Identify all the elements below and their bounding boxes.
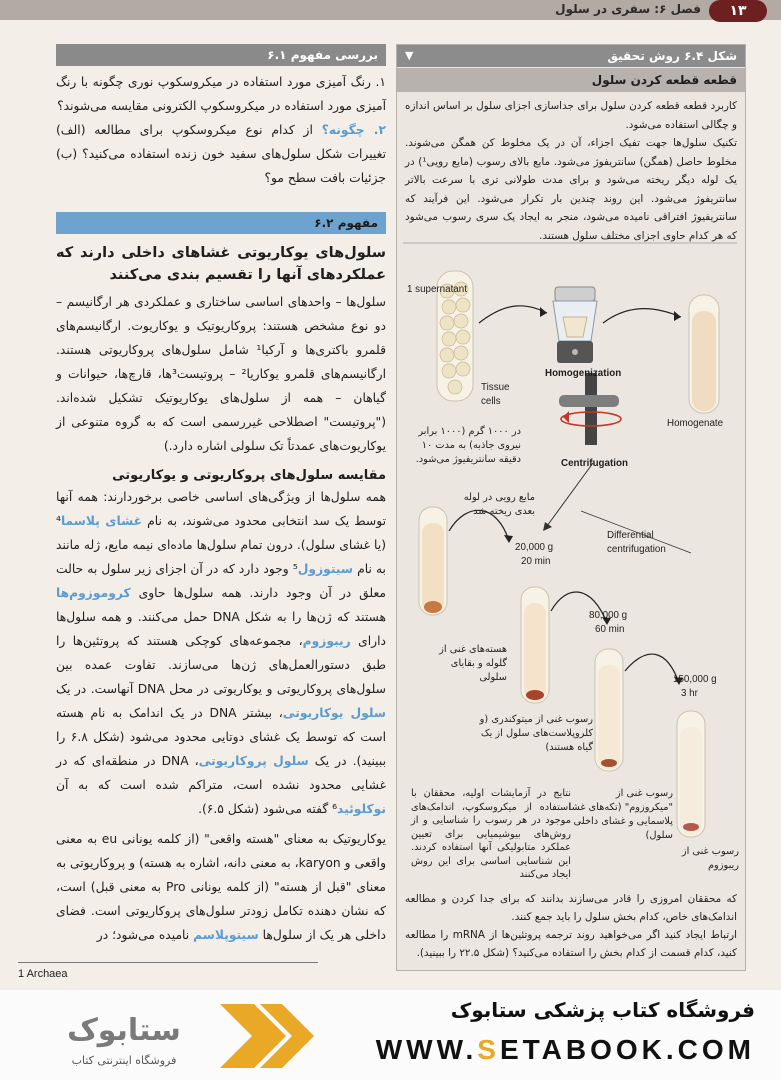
centrifuge-rotor <box>559 373 621 445</box>
label-pellet-nuclei: هسته‌های غنی از گلوله و بقایای سلولی <box>439 644 507 683</box>
figure-subtitle: قطعه قطعه کردن سلول <box>397 68 745 92</box>
supernatant-footnote: 1 supernatant <box>407 284 467 295</box>
figure-6-4 <box>396 44 746 971</box>
term-ribosomes: ریبوزوم <box>302 634 351 648</box>
label-centrifugation: Centrifugation <box>561 458 628 469</box>
etymology-paragraph: یوکاریوتیک به معنای "هسته واقعی" (از کلمه یونانی eu به معنی واقعی و karyon، به معنی دانه، اشاره به هسته) و پروکاریوتی به معنای "قبل از هسته" (از کلمه یونانی Pro به معنی قبل) است، که نشان دهنده تکامل زودتر سلول‌های پروکاریوتی است. فضای داخلی هر یک از سلول‌ها سیتوپلاسم نامیده می‌شود؛ در <box>56 832 387 942</box>
label-speed-80000: 80,000 g <box>589 610 628 621</box>
figure-description <box>405 97 737 245</box>
tube-20000g <box>521 587 549 703</box>
label-time-3hr: 3 hr <box>681 688 698 699</box>
label-tissue-cells: Tissue cells <box>481 382 510 407</box>
homogenizer-blender <box>553 287 597 363</box>
label-time-20min: 20 min <box>521 556 551 567</box>
page-number: ۱۳ <box>709 0 767 22</box>
label-1000g-step: در ۱۰۰۰ گرم (۱۰۰۰ برابر نیروی جاذبه) به مدت ۱۰ دقیقه سانتریفیوژ می‌شود. <box>415 426 521 465</box>
technique-text: تکنیک سلول‌ها جهت تفیک اجزاء، آن در یک مخلوط کن همگن می‌شوند. مخلوط حاصل (همگن) سانتریفوژ می‌شود. مایع بالای رسوب (مایع رویی¹) در یک لوله دیگر ریخته می‌شود و برای مدت طولانی تری با سرعت بالاتر سانتریفوژ می‌شود. این روند چندین بار تکرار می‌شود. این فرآیند که سانتریفیوژ افتراقی نامیده می‌شود، منجر به ایجاد یک سری رسوب می‌شود که هر کدام حاوی اجزای مختلف سلول هستند. <box>405 137 737 242</box>
comparison-paragraph: همه سلول‌ها از ویژگی‌های اساسی خاصی برخوردارند: همه آنها توسط یک سد انتخابی محدود می‌شوند، به نام غشای پلاسما⁴ (یا غشای سلول). درون تمام سلول‌ها ماده‌ای نیمه مایع، ژله مانند به نام سیتوزول⁵ وجود دارد که در آن اجزای زیر سلول به حالت معلق در آن وجود دارند. همه سلول‌ها حاوی کروموزوم‌ها هستند که ژن‌ها را به شکل DNA حمل می‌کنند. و همه سلول‌ها دارای ریبوزوم، مجموعه‌های کوچکی هستند که پروتئین‌ها را طبق دستورالعمل‌های ژن‌ها می‌سازند. تفاوت عمده بین سلول‌های پروکاریوتی و یوکاریوتی در محل DNA آنهاست. در یک سلول یوکاریوتی، بیشتر DNA در یک اندامک به نام هسته است که توسط یک غشای دوتایی محدود می‌شود (شکل ۶.۸ را ببینید). در یک سلول پروکاریوتی، DNA در منطقه‌ای که در غشایی محدود نشده است، متراکم شده است که به آن نوکلوئید⁶ گفته می‌شود (شکل ۶.۵). <box>56 490 387 816</box>
homogenate-tube <box>689 295 719 413</box>
review-q2-text: از کدام نوع میکروسکوپ برای مطالعه (الف) تغییرات شکل سلول‌های سفید خون زنده استفاده می‌کنید؟ (ب) جزئیات بافت سطح مو؟ <box>56 123 386 185</box>
main-text-column <box>56 44 386 947</box>
tube-150000g <box>677 711 705 837</box>
concept-statement: سلول‌های یوکاریوتی غشاهای داخلی دارند که عملکردهای آنها را تقسیم بندی می‌کنند <box>56 245 386 283</box>
logo-subtitle: فروشگاه اینترنتی کتاب <box>71 1054 177 1067</box>
term-prokaryotic-cell: سلول پروکاریوتی <box>198 754 309 768</box>
tube-1000g <box>419 507 447 615</box>
term-cytoplasm: سیتوپلاسم <box>193 928 259 942</box>
section-title: مقایسه سلول‌های پروکاریوتی و یوکاریوتی <box>112 468 386 483</box>
label-speed-150000: 150,000 g <box>673 674 717 685</box>
figure-column <box>398 44 746 971</box>
term-chromosomes: کروموزوم‌ها <box>56 586 131 600</box>
footnote-divider <box>18 962 318 963</box>
figure-footer <box>405 890 737 962</box>
figure-connect-question: ارتباط ایجاد کنید اگر می‌خواهید روند ترجمه پروتئین‌ها از mRNA را مطالعه کنید، کدام قسمت از کدام بخش را استفاده می‌کنید؟ (شکل ۲۲.۵ را ببینید). <box>405 929 738 959</box>
label-time-60min: 60 min <box>595 624 625 635</box>
setabook-logo <box>24 996 324 1076</box>
label-homogenate: Homogenate <box>667 418 724 429</box>
label-speed-20000: 20,000 g <box>515 542 554 553</box>
chapter-title: فصل ۶: سفری در سلول <box>555 2 701 16</box>
concept-heading: مفهوم ۶.۲ <box>56 212 386 234</box>
label-pellet-ribosomes: رسوب غنی از ریبوزوم <box>681 846 739 871</box>
label-pellet-microsomes: رسوب غنی از "میکروزوم" (تکه‌های غشا پلاسمایی و غشای داخلی سلول) <box>568 788 673 841</box>
figure-conclusion: که محققان امروزی را قادر می‌سازند بدانند که برای جدا کردن و مطالعه اندامک‌های خاص، کدام بخش سلول را باید جمع کنند. <box>405 893 737 923</box>
results-text: نتایج در آزمایشات اولیه، محققان با استفاده از میکروسکوپ، اندامک‌های موجود در هر رسوب را شناسایی و از روش‌های بیوشیمیایی برای تعیین عملکرد متابولیکی آنها استفاده کردند. این شناسایی اساسی برای این روش ایجاد می‌کنند <box>411 788 571 880</box>
triangle-down-icon: ▼ <box>405 49 414 62</box>
store-name: فروشگاه کتاب پزشکی ستابوک <box>450 998 755 1022</box>
term-plasma-membrane: غشای پلاسما <box>60 514 143 528</box>
footnote-archaea: 1 Archaea <box>18 968 68 980</box>
term-nucleoid: نوکلوئید <box>337 802 386 816</box>
intro-paragraph: سلول‌ها – واحدهای اساسی ساختاری و عملکردی هر ارگانیسم – دو نوع مشخص هستند: پروکاریوتیک و یوکاریوت. ارگانیسم‌های قلمرو باکتری‌ها و آرکیا¹ شامل سلول‌های پروکاریوتی هستند. ارگانیسم‌های قلمرو یوکاریا² – پروتیست³ها، قارچ‌ها، حیوانات و گیاهان – همه از سلول‌های یوکاریوتیک تشکیل شده‌اند. ("پروتیست" اصطلاحی غیررسمی است که به گروه متنوعی از یوکاریوت‌های عمدتاً تک سلولی اشاره دارد.) <box>56 295 387 453</box>
figure-title: شکل ۶.۴ روش تحقیق ▼ <box>397 45 745 67</box>
term-cytosol: سیتوزول <box>297 562 353 576</box>
review-heading: بررسی مفهوم ۶.۱ <box>56 44 386 66</box>
tube-80000g <box>595 649 623 771</box>
label-differential-centrifugation: Differential centrifugation <box>607 530 666 555</box>
label-pellet-mitochondria: رسوب غنی از میتوکندری (و کلروپلاست‌های سلول از یک گیاه هستند) <box>479 714 593 753</box>
label-supernatant-poured: مایع رویی در لوله بعدی ریخته شد <box>463 492 535 517</box>
figure-intro: کاربرد قطعه قطعه کردن سلول برای جداسازی اجزای سلول بر اساس اندازه و چگالی استفاده می‌شود. <box>405 100 737 131</box>
logo-wordmark: ستابوک <box>67 1013 181 1048</box>
review-question-2 <box>56 118 386 190</box>
label-homogenization: Homogenization <box>545 368 622 379</box>
term-eukaryotic-cell: سلول یوکاریوتی <box>282 706 386 720</box>
how-label: ۲. چگونه؟ <box>321 123 386 137</box>
store-banner <box>0 990 781 1080</box>
store-url[interactable]: WWW.SETABOOK.COM <box>375 1034 755 1065</box>
review-question-1: ۱. رنگ آمیزی مورد استفاده در میکروسکوپ نوری چگونه با رنگ آمیزی مورد استفاده در میکروسکوپ الکترونی مقایسه می‌شوند؟ <box>56 75 386 113</box>
